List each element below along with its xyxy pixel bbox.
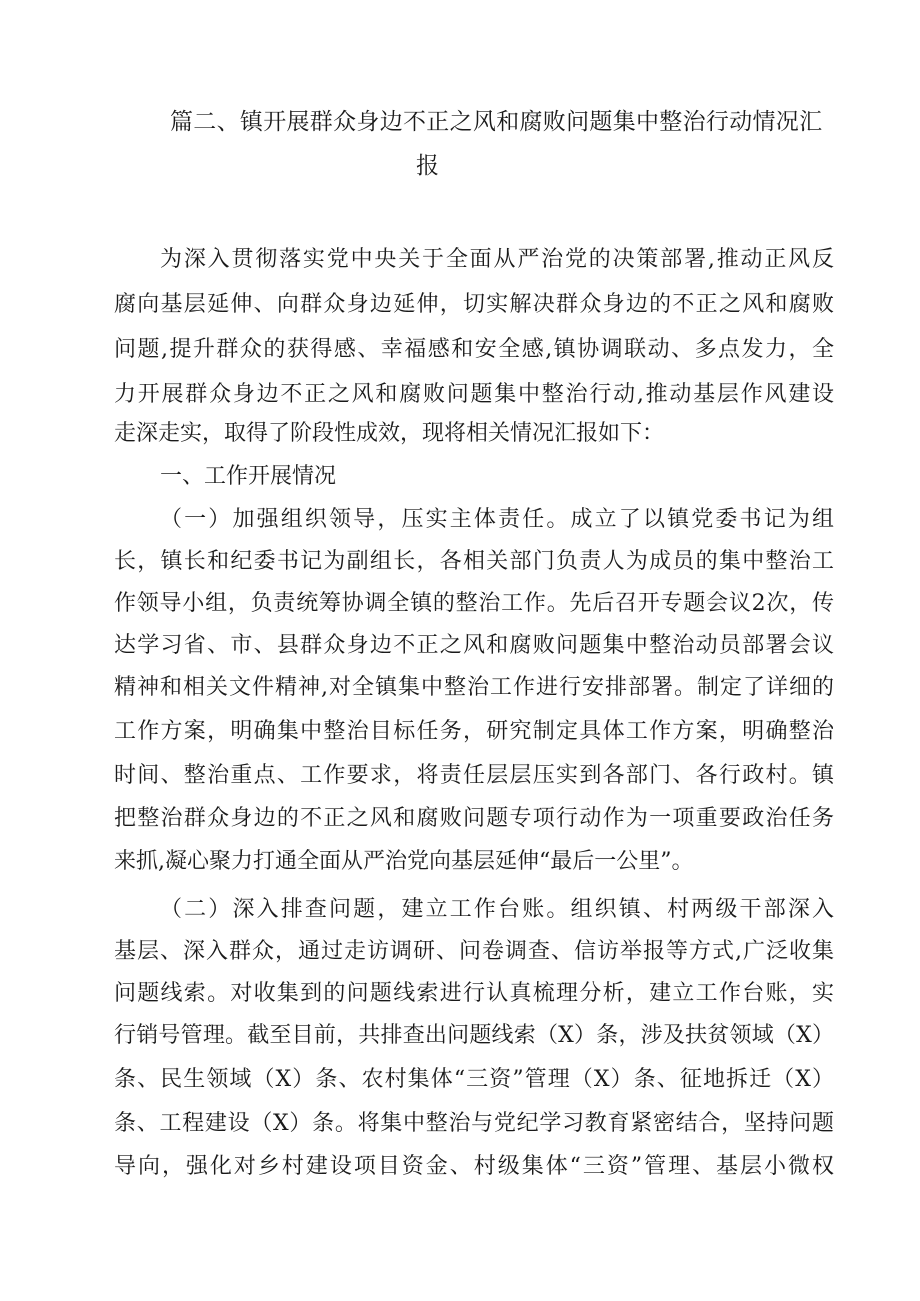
sub2-line: 问题线索。对收集到的问题线索进行认真梳理分析，建立工作台账，实 xyxy=(114,981,834,1006)
intro-line: 腐向基层延伸、向群众身边延伸，切实解决群众身边的不正之风和腐败 xyxy=(114,292,834,317)
intro-line: 问题,提升群众的获得感、幸福感和安全感,镇协调联动、多点发力，全 xyxy=(114,337,834,362)
sub1-line: 工作方案，明确集中整治目标任务，研究制定具体工作方案，明确整治 xyxy=(114,719,834,744)
sub1-line: 来抓,凝心聚力打通全面从严治党向基层延伸“最后一公里”。 xyxy=(114,849,694,874)
sub1-line: 把整治群众身边的不正之风和腐败问题专项行动作为一项重要政治任务 xyxy=(114,806,834,831)
intro-line: 为深入贯彻落实党中央关于全面从严治党的决策部署,推动正风反 xyxy=(160,247,834,272)
sub2-line: 条、民生领域（X）条、农村集体“三资”管理（X）条、征地拆迁（X） xyxy=(114,1067,834,1092)
document-title-line-2: 报 xyxy=(416,153,439,179)
sub2-line: （二）深入排查问题，建立工作台账。组织镇、村两级干部深入 xyxy=(160,897,834,922)
sub2-line: 基层、深入群众，通过走访调研、问卷调查、信访举报等方式,广泛收集 xyxy=(114,939,834,964)
section-heading: 一、工作开展情况 xyxy=(160,464,337,489)
sub1-line: 长，镇长和纪委书记为副组长，各相关部门负责人为成员的集中整治工 xyxy=(114,549,834,574)
sub1-line: （一）加强组织领导，压实主体责任。成立了以镇党委书记为组 xyxy=(160,507,834,532)
document-title-line-1: 篇二、镇开展群众身边不正之风和腐败问题集中整治行动情况汇 xyxy=(170,109,823,135)
sub1-line: 时间、整治重点、工作要求，将责任层层压实到各部门、各行政村。镇 xyxy=(114,763,834,788)
sub1-line: 达学习省、市、县群众身边不正之风和腐败问题集中整治动员部署会议 xyxy=(114,633,834,658)
sub1-line: 作领导小组，负责统筹协调全镇的整治工作。先后召开专题会议2次，传 xyxy=(114,591,834,616)
sub1-line: 精神和相关文件精神,对全镇集中整治工作进行安排部署。制定了详细的 xyxy=(114,675,834,700)
sub2-line: 条、工程建设（X）条。将集中整治与党纪学习教育紧密结合，坚持问题 xyxy=(114,1111,834,1136)
intro-line: 力开展群众身边不正之风和腐败问题集中整治行动,推动基层作风建设 xyxy=(114,382,834,407)
sub2-line: 导向，强化对乡村建设项目资金、村级集体“三资”管理、基层小微权 xyxy=(114,1154,834,1179)
intro-line: 走深走实，取得了阶段性成效，现将相关情况汇报如下： xyxy=(114,421,665,446)
sub2-line: 行销号管理。截至目前，共排查出问题线索（X）条，涉及扶贫领域（X） xyxy=(114,1023,834,1048)
